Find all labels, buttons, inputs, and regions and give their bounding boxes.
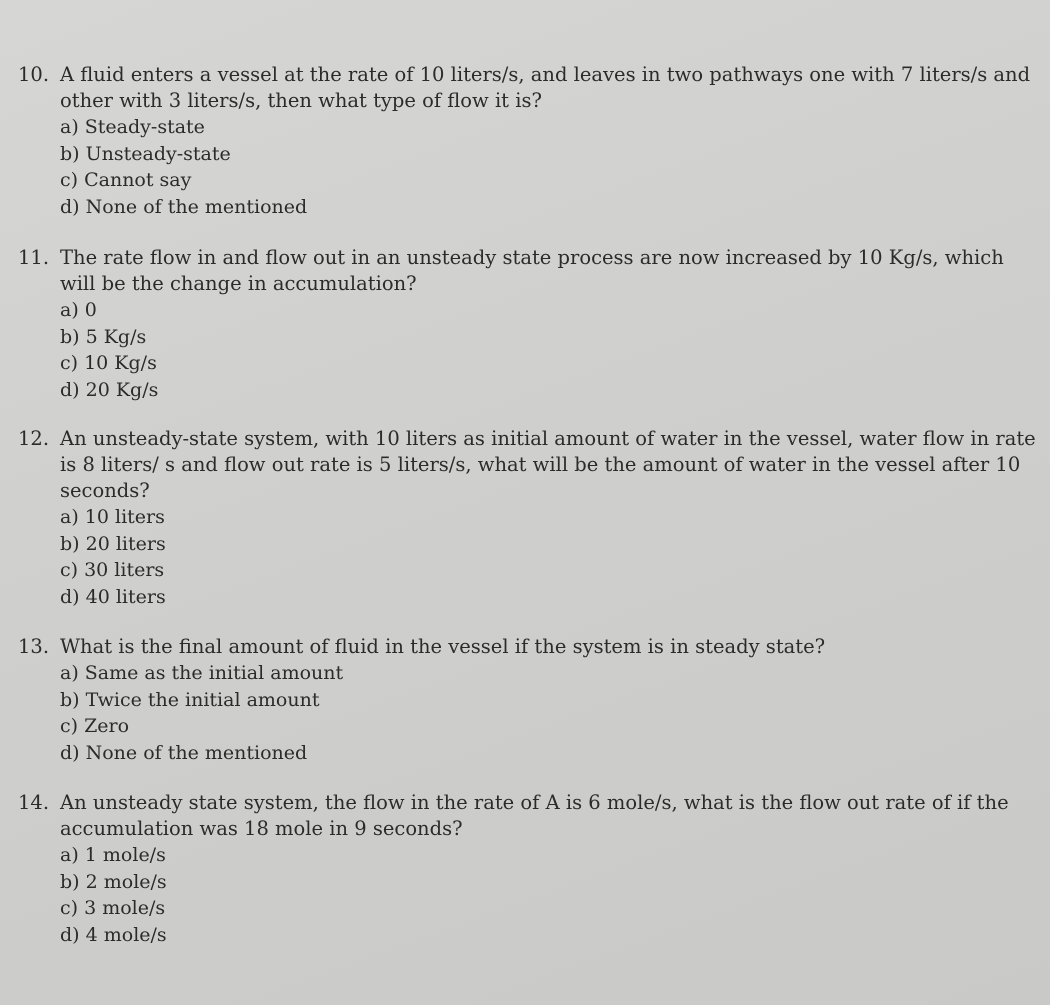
question-number: 11. (18, 246, 50, 269)
question-text-line: will be the change in accumulation? (60, 272, 417, 295)
question-text-line: A fluid enters a vessel at the rate of 10 liters/s, and leaves in two pathways one with 7 liters/s and (60, 63, 1031, 86)
option-b: b) Unsteady-state (60, 142, 231, 165)
question-text-line: seconds? (60, 479, 150, 502)
question-text-line: An unsteady state system, the flow in the rate of A is 6 mole/s, what is the flow out rate of if the (60, 791, 1009, 814)
option-a: a) Same as the initial amount (60, 662, 344, 684)
question-number: 13. (18, 635, 50, 658)
option-d: d) 40 liters (60, 585, 166, 608)
option-a: a) 1 mole/s (60, 844, 166, 866)
option-list (18, 660, 1028, 766)
option-b: b) Twice the initial amount (60, 688, 320, 711)
option-c: c) 3 mole/s (60, 897, 166, 919)
question-13 (18, 634, 1028, 766)
question-14 (18, 790, 1028, 948)
option-list (18, 297, 1028, 403)
question-text-line: The rate flow in and flow out in an unsteady state process are now increased by 10 Kg/s, which (60, 246, 1004, 269)
question-text-line: An unsteady-state system, with 10 liters as initial amount of water in the vessel, water flow in rate (60, 427, 1036, 450)
option-a: a) 10 liters (60, 506, 165, 528)
option-d: d) 4 mole/s (60, 923, 167, 946)
option-list (18, 114, 1028, 220)
question-11 (18, 245, 1028, 403)
option-b: b) 5 Kg/s (60, 325, 147, 348)
option-a: a) Steady-state (60, 116, 205, 138)
option-b: b) 2 mole/s (60, 870, 167, 893)
question-text-line: accumulation was 18 mole in 9 seconds? (60, 817, 463, 840)
option-list (18, 504, 1028, 610)
option-a: a) 0 (60, 299, 97, 321)
question-10 (18, 62, 1031, 220)
question-number: 10. (18, 63, 50, 86)
option-c: c) 10 Kg/s (60, 352, 157, 374)
option-d: d) None of the mentioned (60, 195, 308, 218)
question-number: 12. (18, 427, 50, 450)
option-d: d) 20 Kg/s (60, 378, 159, 401)
option-list (18, 842, 1028, 948)
question-text-line: other with 3 liters/s, then what type of flow it is? (60, 89, 542, 112)
question-number: 14. (18, 791, 50, 814)
option-b: b) 20 liters (60, 532, 166, 555)
option-c: c) 30 liters (60, 559, 165, 581)
option-d: d) None of the mentioned (60, 741, 308, 764)
option-c: c) Cannot say (60, 169, 192, 191)
question-text-line: What is the final amount of fluid in the vessel if the system is in steady state? (60, 635, 826, 658)
question-text-line: is 8 liters/ s and flow out rate is 5 liters/s, what will be the amount of water in the vessel after 10 (60, 453, 1021, 476)
option-c: c) Zero (60, 715, 130, 737)
question-12 (18, 426, 1036, 610)
